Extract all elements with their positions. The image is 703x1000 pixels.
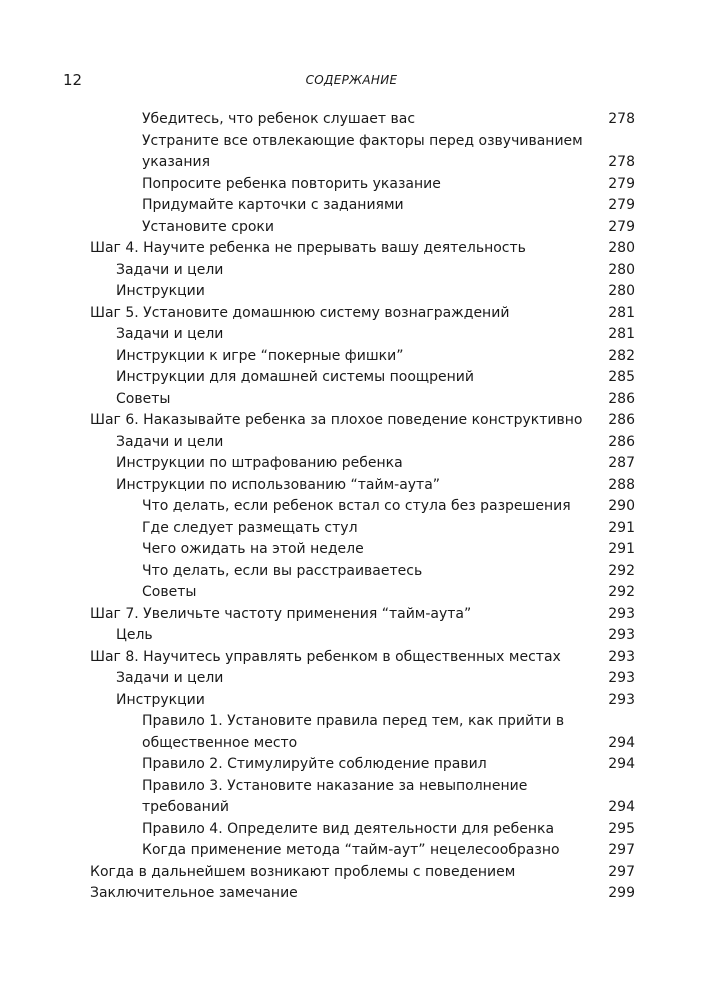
toc-entry-page: 282 [608,347,635,364]
toc-entry-page: 293 [608,670,635,686]
toc-entry-title: Когда в дальнейшем возникают проблемы с поведением [90,863,516,880]
toc-entry-title: Что делать, если вы расстраиваетесь [142,562,423,579]
toc-entry-page: 291 [608,541,635,557]
toc-entry [90,367,635,389]
toc-entry [90,604,635,626]
toc-entry-title: Где следует размещать стул [142,519,358,536]
toc-entry-title: Правило 3. Установите наказание за невыполнение требований [142,777,528,815]
toc-entry [90,238,635,260]
toc-entry-title: Правило 1. Установите правила перед тем, как прийти в общественное место [142,713,565,751]
toc-entry [90,109,635,131]
toc-entry-page: 279 [608,218,635,235]
toc-entry [90,539,635,561]
toc-entry [90,303,635,325]
toc-entry [90,647,635,669]
table-of-contents [90,109,635,905]
toc-entry-title: Инструкции по использованию “тайм-аута” [116,476,441,493]
toc-entry [90,625,635,647]
toc-entry-page: 291 [608,519,635,536]
toc-entry-title: Шаг 4. Научите ребенка не прерывать вашу деятельность [90,240,526,256]
toc-entry-title: Правило 2. Стимулируйте соблюдение правил [142,756,487,772]
toc-entry [90,410,635,432]
toc-entry-page: 281 [608,326,635,342]
toc-entry-page: 292 [608,562,635,579]
toc-entry-page: 294 [608,756,635,772]
toc-entry [90,475,635,497]
toc-entry-title: Задачи и цели [116,261,224,278]
toc-entry-title: Попросите ребенка повторить указание [142,175,441,192]
toc-entry [90,582,635,604]
toc-entry [90,174,635,196]
toc-entry-page: 293 [608,627,635,643]
toc-entry-title: Чего ожидать на этой неделе [142,541,364,557]
page-number: 12 [63,71,83,89]
toc-entry [90,754,635,776]
toc-entry-page: 286 [608,412,635,428]
toc-entry-page: 287 [608,455,635,471]
toc-entry-title: Установите сроки [142,218,274,235]
toc-entry-title: Шаг 6. Наказывайте ребенка за плохое поведение конструктивно [90,412,583,428]
toc-entry [90,690,635,712]
toc-entry-title: Советы [142,584,197,600]
toc-entry [90,668,635,690]
toc-entry-page: 290 [608,498,635,514]
toc-entry [90,346,635,368]
toc-entry-page: 281 [608,304,635,321]
toc-entry-title: Правило 4. Определите вид деятельности для ребенка [142,820,555,837]
toc-entry-page: 297 [608,863,635,880]
toc-entry [90,324,635,346]
toc-entry-page: 278 [608,111,635,127]
toc-entry-page: 294 [608,799,635,815]
toc-entry-page: 299 [608,885,635,901]
toc-entry-page: 280 [608,283,635,299]
toc-entry-title: Когда применение метода “тайм-аут” нецелесообразно [142,842,560,858]
toc-entry-title: Что делать, если ребенок встал со стула без разрешения [142,498,571,514]
toc-entry-title: Инструкции к игре “покерные фишки” [116,347,404,364]
toc-entry-title: Цель [116,627,153,643]
toc-entry-title: Заключительное замечание [90,885,298,901]
toc-entry [90,776,635,819]
toc-entry-title: Шаг 8. Научитесь управлять ребенком в общественных местах [90,648,561,665]
toc-entry-title: Инструкции [116,691,205,708]
toc-entry-title: Задачи и цели [116,433,224,450]
toc-entry-page: 295 [608,820,635,837]
toc-entry-page: 285 [608,369,635,385]
toc-entry-page: 279 [608,175,635,192]
toc-entry [90,131,635,174]
toc-entry [90,195,635,217]
running-head: СОДЕРЖАНИЕ [305,73,398,87]
toc-entry [90,260,635,282]
toc-entry [90,711,635,754]
toc-entry-title: Задачи и цели [116,326,224,342]
toc-entry [90,840,635,862]
toc-entry-page: 292 [608,584,635,600]
toc-entry [90,389,635,411]
toc-entry [90,281,635,303]
toc-entry-title: Задачи и цели [116,670,224,686]
toc-entry [90,883,635,905]
toc-entry-page: 293 [608,605,635,622]
toc-entry [90,453,635,475]
toc-entry-page: 286 [608,390,635,407]
toc-entry-page: 293 [608,648,635,665]
toc-entry [90,496,635,518]
toc-entry-title: Устраните все отвлекающие факторы перед озвучиванием указания [142,132,583,170]
toc-entry-page: 279 [608,197,635,213]
toc-entry-title: Советы [116,390,171,407]
toc-entry-page: 286 [608,433,635,450]
toc-entry [90,432,635,454]
toc-entry [90,518,635,540]
toc-entry-page: 280 [608,261,635,278]
toc-entry-page: 288 [608,476,635,493]
toc-entry-title: Убедитесь, что ребенок слушает вас [142,111,416,127]
toc-entry-title: Инструкции для домашней системы поощрений [116,369,474,385]
toc-entry-page: 293 [608,691,635,708]
toc-entry [90,217,635,239]
toc-entry [90,561,635,583]
toc-entry-title: Инструкции по штрафованию ребенка [116,455,403,471]
toc-entry-title: Инструкции [116,283,205,299]
toc-entry-title: Шаг 7. Увеличьте частоту применения “тайм-аута” [90,605,472,622]
toc-entry-page: 297 [608,842,635,858]
toc-entry-page: 294 [608,734,635,751]
toc-entry [90,819,635,841]
toc-entry-title: Шаг 5. Установите домашнюю систему вознаграждений [90,304,510,321]
toc-entry [90,862,635,884]
toc-entry-title: Придумайте карточки с заданиями [142,197,404,213]
toc-entry-page: 278 [608,154,635,170]
toc-entry-page: 280 [608,240,635,256]
